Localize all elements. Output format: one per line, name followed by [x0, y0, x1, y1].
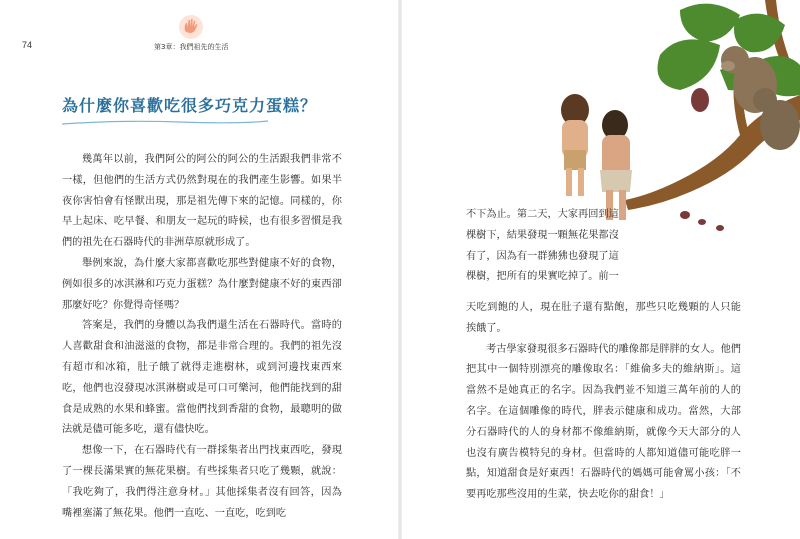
right-body-text — [466, 298, 741, 506]
paragraph-continuation: 天吃到飽的人，現在肚子還有點飽，那些只吃幾顆的人只能挨餓了。 — [466, 302, 741, 334]
paragraph: 想像一下，在石器時代有一群採集者出門找東西吃，發現了一棵長滿果實的無花果樹。有些採集者只吃了幾顆，就說：「我吃夠了，我們得注意身材。」其他採集者沒有回答，因為嘴裡塞滿了無花果。他們一直吃、一直吃，吃到吃 — [62, 445, 342, 519]
left-body-text — [62, 150, 342, 524]
paragraph: 答案是，我們的身體以為我們還生活在石器時代。當時的人喜歡甜食和油滋滋的食物，都是非常合理的。我們的祖先沒有超市和冰箱，肚子餓了就得走進樹林，或到河邊找東西來吃，他們也沒發現冰淇淋樹或是可口可樂河，他們能找到的甜食是成熟的水果和蜂蜜。當他們找到香甜的食物，最聰明的做法就是儘可能多吃，還有儘快吃。 — [62, 320, 342, 436]
right-narrow-text: 不下為止。第二天，大家再回到這棵樹下，結果發現一顆無花果都沒有了，因為有一群狒狒也發現了這棵樹，把所有的果實吃掉了。前一 — [466, 209, 619, 283]
right-page — [400, 0, 800, 539]
page-number: 74 — [22, 40, 33, 50]
hand-logo-icon — [178, 14, 204, 40]
caveman-figure — [561, 94, 589, 196]
paragraph: 舉例來說，為什麼大家都喜歡吃那些對健康不好的食物，例如很多的冰淇淋和巧克力蛋糕？為什麼對健康不好的東西卻那麼好吃？你覺得奇怪嗎？ — [62, 257, 342, 311]
paragraph: 考古學家發現很多石器時代的雕像都是胖胖的女人。他們把其中一個特別漂亮的雕像取名：「維倫多夫的維納斯」。這當然不是她真正的名字。因為我們並不知道三萬年前的人的名字。在這個雕像的時代，胖表示健康和成功。當然，大部分石器時代的人的身材都不像維納斯，就像今天大部分的人也沒有廣告模特兒的身材。但當時的人都知道儘可能吃胖一點，知道甜食是好東西！石器時代的媽媽可能會罵小孩：「不要再吃那些沒用的生菜，快去吃你的甜食！」 — [466, 343, 741, 501]
chapter-header: 第3章：我們祖先的生活 — [154, 43, 229, 51]
section-heading: 為什麼你喜歡吃很多巧克力蛋糕？ — [62, 96, 318, 115]
heading-underline-decoration — [60, 118, 270, 128]
paragraph: 幾萬年以前，我們阿公的阿公的阿公的生活跟我們非常不一樣，但他們的生活方式仍然對現在的我們產生影響。如果半夜你害怕會有怪獸出現，那是祖先傳下來的記憶。同樣的，你早上起床、吃早餐、和朋友一起玩的時候，也有很多習慣是我們的祖先在石器時代的非洲草原就形成了。 — [62, 154, 342, 249]
